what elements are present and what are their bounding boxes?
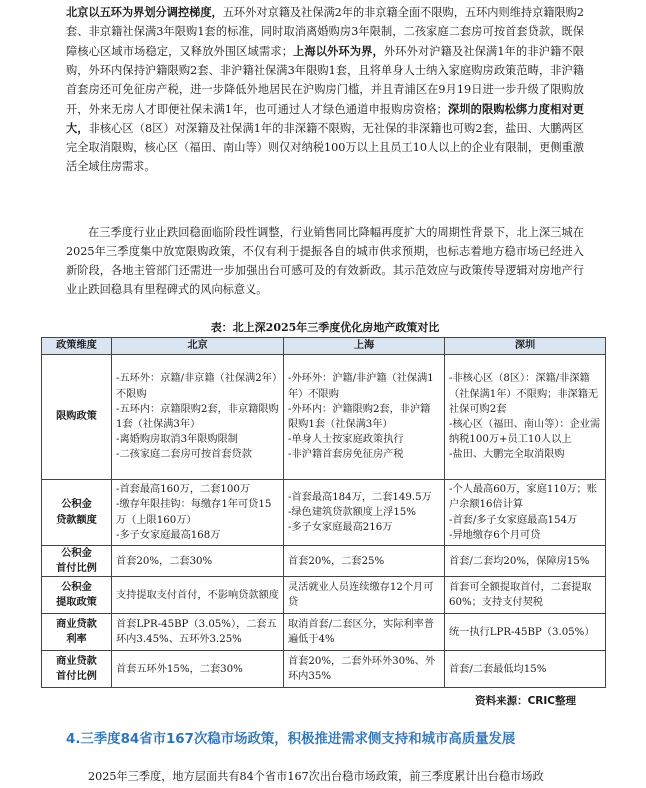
cell-shenzhen: [445, 355, 606, 480]
cell-shanghai: [284, 651, 445, 688]
cell-beijing: [112, 651, 284, 688]
cell-line: 首套/二套最低均15%: [449, 663, 547, 675]
table-row: [42, 480, 606, 546]
source-note: 资料来源：CRIC整理: [475, 695, 576, 707]
cell-shenzhen: [445, 577, 606, 614]
cell-shanghai: [284, 614, 445, 651]
summary-paragraph: 在三季度行业止跌回稳面临阶段性调整，行业销售同比降幅再度扩大的周期性背景下，北上深三城在2025年三季度集中放宽限购政策，不仅有利于提振各自的城市供求预期，也标志着地方稳市场已经进入新阶段，各地主管部门还需进一步加强出台可感可及的有效新政。其示范效应与政策传导逻辑对房地产行业止跌回稳具有里程碑式的风向标意义。: [66, 226, 584, 296]
cell-line: -多子女家庭最高216万: [288, 522, 393, 534]
header-dimension: 政策维度: [42, 338, 112, 355]
intro-text: 五环外对京籍及社保满2年的非京籍全面不限购，五环内则维持京籍限购2套、非京籍社保满3年限购1套的标准，同时取消离婚购房3年限制，二孩家庭二套房可按首套贷款，既保障核心区域市场稳定，又释放外围区域需求；: [66, 6, 584, 58]
cell-line: -首套最高184万，二套149.5万: [288, 491, 432, 503]
cell-line: -多子女家庭最高168万: [116, 529, 221, 541]
cell-shanghai: [284, 480, 445, 546]
cell-line: -外环外：沪籍/非沪籍（社保满1年）不限购: [288, 373, 434, 400]
cell-beijing: [112, 614, 284, 651]
cell-shanghai: [284, 355, 445, 480]
cell-beijing: [112, 577, 284, 614]
header-beijing: 北京: [112, 338, 284, 355]
cell-line: -首套/多子女家庭最高154万: [449, 514, 578, 526]
cell-line: -五环外：京籍/非京籍（社保满2年）不限购: [116, 373, 278, 400]
cell-line: -非沪籍首套房免征房产税: [288, 449, 404, 461]
cell-line: 首套20%，二套25%: [288, 555, 385, 567]
intro-emphasis: 北京以五环为界划分调控梯度，: [66, 5, 223, 19]
cell-line: -单身人士按家庭政策执行: [288, 434, 404, 446]
row-dimension: [42, 355, 112, 480]
policy-comparison-table: [41, 337, 606, 688]
cell-line: 统一执行LPR-45BP（3.05%）: [449, 626, 595, 638]
cell-line: 首套可全额提取首付，二套提取60%；支持支付契税: [449, 582, 592, 609]
section-heading: 4.三季度84省市167次稳市场政策，积极推进需求侧支持和城市高质量发展: [66, 732, 516, 747]
cell-line: 取消首套/二套区分，实际利率普遍低于4%: [288, 619, 435, 646]
cell-line: -缴存年限挂钩：每缴存1年可贷15万（上限160万）: [116, 499, 272, 526]
dimension-label: 利率: [66, 633, 87, 646]
row-dimension: [42, 480, 112, 546]
table-body: [42, 355, 606, 688]
cell-line: 首套20%，二套外环外30%、外环内35%: [288, 656, 436, 683]
cell-line: 首套五环外15%，二套30%: [116, 663, 243, 675]
cell-beijing: [112, 480, 284, 546]
cell-line: -盐田、大鹏完全取消限购: [449, 449, 565, 461]
cell-line: -外环内：沪籍限购2套，非沪籍限购1套（社保满3年）: [288, 403, 431, 430]
cell-line: -首套最高160万，二套100万: [116, 484, 251, 496]
row-dimension: [42, 651, 112, 688]
intro-emphasis: 深圳的限购松绑力度相对更大，: [66, 101, 584, 136]
cell-shenzhen: [445, 546, 606, 577]
intro-text: 非核心区（8区）对深籍及社保满1年的非深籍不限购，无社保的非深籍也可购2套，盐田、大鹏两区完全取消限购，核心区（福田、南山等）则仅对纳税100万以上且员工10人以上的企业有限制，更侧重激活全域住房需求。: [66, 122, 584, 174]
row-dimension: [42, 614, 112, 651]
cell-line: 支持提取支付首付，不影响贷款额度: [116, 589, 279, 601]
closing-paragraph: 2025年三季度，地方层面共有84个省市167次出台稳市场政策，前三季度累计出台稳市场政: [88, 770, 544, 783]
dimension-label: 公积金: [61, 581, 92, 594]
cell-line: -绿色建筑贷款额度上浮15%: [288, 506, 416, 518]
cell-shenzhen: [445, 480, 606, 546]
header-shanghai: 上海: [284, 338, 445, 355]
cell-line: 首套/二套均20%，保障房15%: [449, 555, 590, 567]
intro-emphasis: 上海以外环为界，: [292, 43, 384, 58]
cell-line: -离婚购房取消3年限购限制: [116, 434, 238, 446]
cell-shanghai: [284, 546, 445, 577]
table-row: [42, 577, 606, 614]
cell-line: -非核心区（8区）：深籍/非深籍（社保满1年）不限购；非深籍无社保可购2套: [449, 373, 599, 415]
dimension-label: 商业贷款: [56, 618, 97, 631]
cell-line: -二孩家庭二套房可按首套贷款: [116, 449, 252, 461]
table-row: [42, 614, 606, 651]
cell-line: -异地缴存6个月可贷: [449, 529, 541, 541]
dimension-label: 首付比例: [56, 670, 97, 683]
cell-line: -五环内：京籍限购2套，非京籍限购1套（社保满3年）: [116, 403, 279, 430]
row-dimension: [42, 546, 112, 577]
header-shenzhen: 深圳: [445, 338, 606, 355]
table-row: [42, 355, 606, 480]
cell-line: -个人最高60万，家庭110万；账户余额16倍计算: [449, 484, 597, 511]
dimension-label: 商业贷款: [56, 655, 97, 668]
intro-paragraph: [66, 3, 584, 177]
cell-line: 灵活就业人员连续缴存12个月可贷: [288, 582, 434, 609]
dimension-label: 贷款额度: [56, 513, 97, 526]
dimension-label: 限购政策: [56, 410, 97, 423]
dimension-label: 提取政策: [56, 596, 97, 609]
table-row: [42, 651, 606, 688]
intro-text: 外环外对沪籍及社保满1年的非沪籍不限购，外环内保持沪籍限购2套、非沪籍社保满3年限购1套，且将单身人士纳入家庭购房政策范畴，非沪籍首套房还可免征房产税，进一步降低外地居民在沪购房门槛，并且青浦区在9月19日进一步升级了限购放开，外来无房人才即便社保未满1年，也可通过人才绿色通道申报购房资格；: [66, 44, 584, 116]
cell-line: 首套LPR-45BP（3.05%），二套五环内3.45%、五环外3.25%: [116, 619, 277, 646]
dimension-label: 公积金: [61, 498, 92, 511]
row-dimension: [42, 577, 112, 614]
cell-beijing: [112, 355, 284, 480]
table-caption: 表：北上深2025年三季度优化房地产政策对比: [210, 321, 440, 334]
cell-shanghai: [284, 577, 445, 614]
dimension-label: 首付比例: [56, 562, 97, 575]
cell-beijing: [112, 546, 284, 577]
cell-line: -核心区（福田、南山等）：企业需纳税100万+员工10人以上: [449, 419, 601, 446]
table-header-row: [42, 338, 606, 355]
cell-shenzhen: [445, 614, 606, 651]
dimension-label: 公积金: [61, 547, 92, 559]
cell-line: 首套20%，二套30%: [116, 555, 213, 567]
table-row: [42, 546, 606, 577]
cell-shenzhen: [445, 651, 606, 688]
